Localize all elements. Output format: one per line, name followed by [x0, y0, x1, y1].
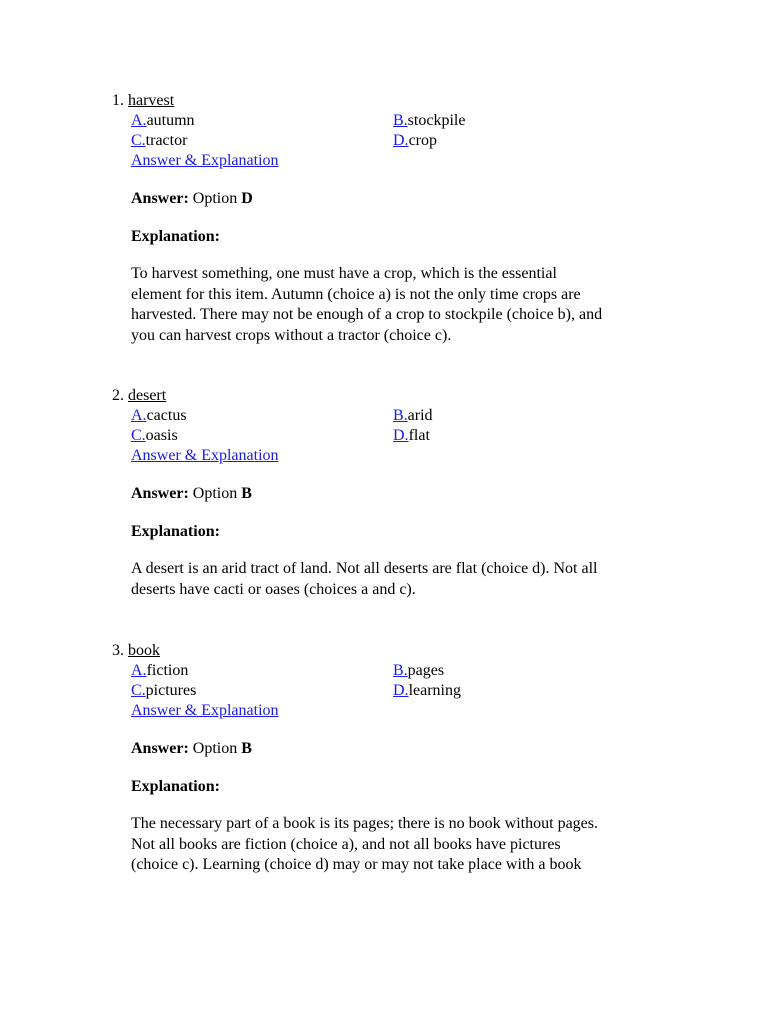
question-word: book [128, 642, 160, 659]
question-word: desert [128, 387, 167, 404]
answer-label: Answer: [131, 485, 189, 502]
explanation-line: harvested. There may not be enough of a crop to stockpile (choice b), and [131, 306, 603, 324]
answer-explanation-link[interactable]: Answer & Explanation [131, 447, 279, 464]
explanation-text [131, 814, 661, 876]
option-d-text: flat [408, 427, 430, 444]
explanation-line: To harvest something, one must have a crop, which is the essential [131, 265, 557, 282]
option-a-link[interactable]: A. [131, 407, 147, 424]
explanation-line: The necessary part of a book is its pages; there is no book without pages. [131, 815, 598, 832]
option-b-link[interactable]: B. [393, 662, 408, 679]
answer-label: Answer: [131, 740, 189, 757]
question-number: 2. [112, 387, 124, 404]
answer-option: B [241, 740, 252, 757]
explanation-line: element for this item. Autumn (choice a) is not the only time crops are [131, 285, 581, 303]
option-b-text: stockpile [407, 112, 466, 129]
option-d-text: crop [408, 132, 437, 149]
option-b-text: pages [407, 662, 445, 679]
option-a-text: autumn [146, 112, 195, 129]
option-a-link[interactable]: A. [131, 662, 147, 679]
option-c [131, 681, 196, 701]
answer-line [131, 484, 252, 504]
answer-prefix: Option [192, 485, 238, 502]
answer-prefix: Option [192, 740, 238, 757]
option-a [131, 406, 187, 426]
option-b [393, 661, 444, 681]
answer-explanation-link[interactable]: Answer & Explanation [131, 152, 279, 169]
question-header [112, 386, 166, 406]
option-b-link[interactable]: B. [393, 407, 408, 424]
answer-line [131, 739, 252, 759]
option-a-link[interactable]: A. [131, 112, 147, 129]
option-c-link[interactable]: C. [131, 132, 146, 149]
option-d-link[interactable]: D. [393, 682, 409, 699]
option-d-link[interactable]: D. [393, 427, 409, 444]
option-d-text: learning [408, 682, 461, 699]
option-b [393, 111, 465, 131]
option-a-text: cactus [146, 407, 187, 424]
explanation-label: Explanation: [131, 523, 220, 540]
option-b [393, 406, 433, 426]
question-number: 3. [112, 642, 124, 659]
option-b-text: arid [407, 407, 433, 424]
option-c-text: pictures [145, 682, 197, 699]
option-c-text: tractor [145, 132, 188, 149]
option-b-link[interactable]: B. [393, 112, 408, 129]
option-a [131, 111, 195, 131]
answer-option: B [241, 485, 252, 502]
explanation-line: (choice c). Learning (choice d) may or may not take place with a book [131, 856, 582, 874]
explanation-line: Not all books are fiction (choice a), and not all books have pictures [131, 835, 561, 853]
answer-explanation-link[interactable]: Answer & Explanation [131, 702, 279, 719]
option-c-link[interactable]: C. [131, 427, 146, 444]
answer-option: D [241, 190, 253, 207]
explanation-line: A desert is an arid tract of land. Not all deserts are flat (choice d). Not all [131, 560, 598, 577]
option-d [393, 426, 430, 446]
option-c [131, 131, 187, 151]
option-a-text: fiction [146, 662, 189, 679]
explanation-text [131, 264, 661, 346]
explanation-line: you can harvest crops without a tractor (choice c). [131, 326, 452, 344]
option-d-link[interactable]: D. [393, 132, 409, 149]
option-c-link[interactable]: C. [131, 682, 146, 699]
option-d [393, 131, 437, 151]
answer-prefix: Option [192, 190, 238, 207]
explanation-label: Explanation: [131, 228, 220, 245]
question-word: harvest [128, 92, 175, 109]
answer-label: Answer: [131, 190, 189, 207]
question-number: 1. [112, 92, 124, 109]
explanation-label: Explanation: [131, 778, 220, 795]
explanation-text [131, 559, 661, 600]
answer-line [131, 189, 253, 209]
option-d [393, 681, 461, 701]
question-header [112, 91, 174, 111]
explanation-line: deserts have cacti or oases (choices a and c). [131, 580, 416, 598]
question-header [112, 641, 160, 661]
option-c-text: oasis [145, 427, 178, 444]
option-c [131, 426, 178, 446]
option-a [131, 661, 188, 681]
